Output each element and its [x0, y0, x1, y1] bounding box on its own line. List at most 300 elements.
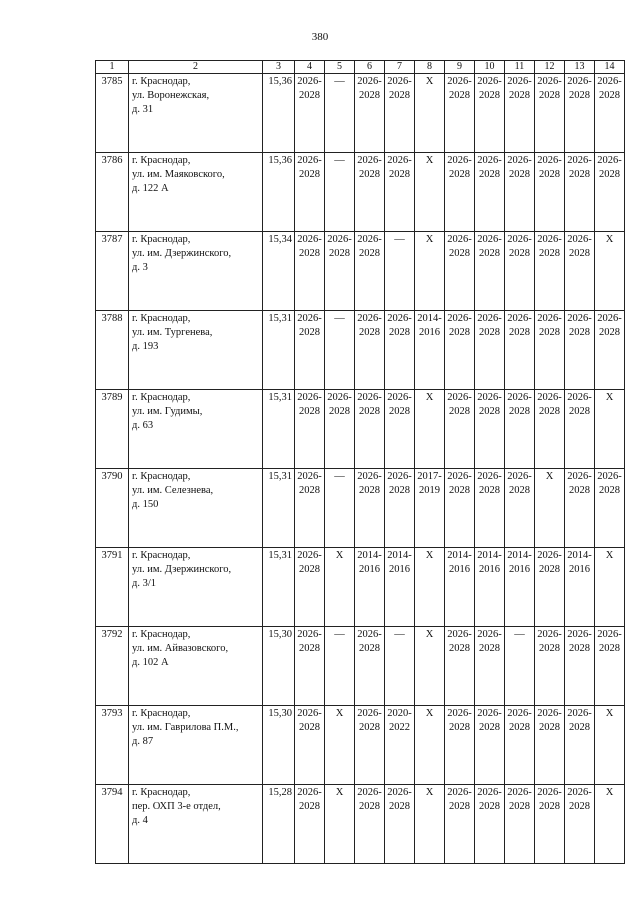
- period-cell: [355, 232, 385, 311]
- period-line: 2026-: [387, 155, 412, 166]
- period-line: 2028: [599, 327, 620, 338]
- table-body: [96, 61, 625, 864]
- period-line: 2026-: [447, 155, 472, 166]
- period-cell: [565, 627, 595, 706]
- period-line: 2026-: [447, 471, 472, 482]
- period-line: Х: [425, 234, 434, 245]
- period-line: 2026-: [477, 234, 502, 245]
- period-cell: [355, 153, 385, 232]
- row-number-cell: 3786: [96, 153, 129, 232]
- period-line: 2026-: [297, 76, 322, 87]
- period-cell: [475, 74, 505, 153]
- column-number-cell: 6: [355, 61, 385, 74]
- period-line: 2026-: [567, 234, 592, 245]
- table-row: [96, 785, 625, 864]
- area-cell: 15,36: [263, 74, 295, 153]
- address-cell: [129, 548, 263, 627]
- period-line: 2028: [449, 406, 470, 417]
- period-line: Х: [425, 155, 434, 166]
- column-number-cell: 14: [595, 61, 625, 74]
- period-cell: [595, 311, 625, 390]
- period-line: 2028: [449, 722, 470, 733]
- address-line: пер. ОХП 3-е отдел,: [132, 801, 221, 812]
- period-line: 2028: [449, 327, 470, 338]
- period-cell: [535, 785, 565, 864]
- period-cell: [565, 706, 595, 785]
- address-line: д. 4: [132, 815, 148, 826]
- column-number-cell: 5: [325, 61, 355, 74]
- column-number-cell: 7: [385, 61, 415, 74]
- period-line: Х: [425, 708, 434, 719]
- period-line: 2026-: [477, 155, 502, 166]
- period-cell: [595, 627, 625, 706]
- period-line: 2026-: [567, 313, 592, 324]
- row-number-cell: 3793: [96, 706, 129, 785]
- period-line: 2016: [569, 564, 590, 575]
- period-line: 2026-: [327, 234, 352, 245]
- table-row: [96, 311, 625, 390]
- period-line: 2028: [479, 327, 500, 338]
- table-row: [96, 74, 625, 153]
- period-line: 2028: [569, 327, 590, 338]
- period-line: 2022: [389, 722, 410, 733]
- period-line: 2026-: [297, 471, 322, 482]
- period-line: 2026-: [387, 313, 412, 324]
- period-line: 2028: [359, 643, 380, 654]
- period-line: 2026-: [357, 471, 382, 482]
- period-line: 2028: [359, 801, 380, 812]
- period-line: 2028: [569, 406, 590, 417]
- period-line: 2028: [359, 485, 380, 496]
- column-number-cell: 2: [129, 61, 263, 74]
- period-line: 2026-: [567, 629, 592, 640]
- period-line: 2014-: [477, 550, 502, 561]
- period-line: 2026-: [537, 787, 562, 798]
- address-line: г. Краснодар,: [132, 313, 191, 324]
- period-cell: [385, 706, 415, 785]
- period-cell: [475, 548, 505, 627]
- period-cell: [475, 469, 505, 548]
- period-line: 2028: [539, 722, 560, 733]
- row-number-cell: 3785: [96, 74, 129, 153]
- header-row: [96, 61, 625, 74]
- period-line: 2026-: [387, 392, 412, 403]
- address-cell: [129, 469, 263, 548]
- period-line: 2026-: [477, 471, 502, 482]
- period-cell: [385, 548, 415, 627]
- period-line: 2028: [299, 248, 320, 259]
- period-line: 2016: [509, 564, 530, 575]
- period-cell: [595, 548, 625, 627]
- period-line: 2028: [599, 169, 620, 180]
- row-number-cell: 3790: [96, 469, 129, 548]
- period-cell: [415, 469, 445, 548]
- period-cell: [445, 390, 475, 469]
- period-line: Х: [335, 708, 344, 719]
- period-cell: [325, 469, 355, 548]
- table-row: [96, 706, 625, 785]
- period-line: 2026-: [387, 76, 412, 87]
- period-cell: [415, 706, 445, 785]
- period-line: 2026-: [447, 629, 472, 640]
- period-line: 2028: [449, 801, 470, 812]
- period-line: 2026-: [447, 787, 472, 798]
- period-cell: [445, 469, 475, 548]
- period-line: 2026-: [357, 787, 382, 798]
- table-row: [96, 390, 625, 469]
- area-cell: 15,31: [263, 548, 295, 627]
- period-cell: [535, 706, 565, 785]
- address-line: д. 63: [132, 420, 154, 431]
- period-line: 2016: [419, 327, 440, 338]
- period-cell: [535, 311, 565, 390]
- period-cell: [505, 627, 535, 706]
- period-cell: [475, 706, 505, 785]
- area-cell: 15,30: [263, 706, 295, 785]
- period-line: 2028: [569, 90, 590, 101]
- period-line: Х: [425, 550, 434, 561]
- period-line: —: [334, 629, 345, 640]
- period-cell: [505, 153, 535, 232]
- period-cell: [505, 706, 535, 785]
- period-cell: [535, 390, 565, 469]
- address-line: ул. им. Гаврилова П.М.,: [132, 722, 239, 733]
- period-line: 2028: [509, 327, 530, 338]
- period-cell: [385, 469, 415, 548]
- period-cell: [355, 74, 385, 153]
- address-line: д. 102 А: [132, 657, 169, 668]
- period-line: 2026-: [357, 708, 382, 719]
- period-cell: [445, 74, 475, 153]
- period-cell: [505, 232, 535, 311]
- period-cell: [415, 390, 445, 469]
- period-line: 2028: [479, 169, 500, 180]
- period-cell: [565, 390, 595, 469]
- period-line: 2014-: [417, 313, 442, 324]
- period-line: —: [334, 76, 345, 87]
- period-line: 2026-: [447, 76, 472, 87]
- address-line: ул. им. Селезнева,: [132, 485, 214, 496]
- period-line: Х: [425, 392, 434, 403]
- period-cell: [355, 706, 385, 785]
- period-cell: [385, 627, 415, 706]
- period-cell: [475, 153, 505, 232]
- period-line: 2026-: [447, 234, 472, 245]
- period-line: 2014-: [567, 550, 592, 561]
- period-cell: [355, 548, 385, 627]
- period-line: 2028: [449, 643, 470, 654]
- period-cell: [355, 785, 385, 864]
- period-line: 2028: [449, 485, 470, 496]
- address-line: ул. им. Маяковского,: [132, 169, 225, 180]
- address-cell: [129, 311, 263, 390]
- period-line: 2028: [479, 801, 500, 812]
- period-line: 2026-: [357, 234, 382, 245]
- period-line: 2019: [419, 485, 440, 496]
- period-line: 2016: [389, 564, 410, 575]
- column-number-cell: 12: [535, 61, 565, 74]
- period-cell: [445, 785, 475, 864]
- row-number-cell: 3792: [96, 627, 129, 706]
- period-cell: [445, 548, 475, 627]
- period-line: 2028: [389, 327, 410, 338]
- address-line: ул. им. Гудимы,: [132, 406, 203, 417]
- period-line: —: [334, 155, 345, 166]
- column-number-cell: 10: [475, 61, 505, 74]
- period-cell: [355, 627, 385, 706]
- period-line: 2028: [509, 801, 530, 812]
- period-cell: [415, 153, 445, 232]
- period-line: 2028: [569, 485, 590, 496]
- period-line: 2026-: [537, 313, 562, 324]
- period-cell: [505, 74, 535, 153]
- period-line: 2028: [569, 248, 590, 259]
- period-cell: [565, 311, 595, 390]
- period-line: 2026-: [537, 550, 562, 561]
- period-line: 2026-: [597, 471, 622, 482]
- period-line: 2028: [389, 406, 410, 417]
- period-line: 2028: [359, 722, 380, 733]
- period-cell: [505, 311, 535, 390]
- period-line: 2026-: [597, 629, 622, 640]
- period-line: Х: [425, 76, 434, 87]
- address-cell: [129, 706, 263, 785]
- period-line: 2026-: [447, 708, 472, 719]
- column-number-cell: 8: [415, 61, 445, 74]
- period-line: Х: [425, 787, 434, 798]
- period-line: 2028: [479, 722, 500, 733]
- period-line: 2028: [479, 485, 500, 496]
- period-cell: [325, 311, 355, 390]
- period-cell: [325, 548, 355, 627]
- period-line: 2028: [449, 248, 470, 259]
- period-line: 2028: [509, 169, 530, 180]
- area-cell: 15,36: [263, 153, 295, 232]
- address-line: ул. им. Айвазовского,: [132, 643, 229, 654]
- period-line: —: [334, 313, 345, 324]
- period-line: 2026-: [537, 234, 562, 245]
- period-line: 2026-: [477, 392, 502, 403]
- period-cell: [385, 232, 415, 311]
- period-line: 2028: [359, 169, 380, 180]
- period-line: 2028: [449, 169, 470, 180]
- period-line: 2016: [359, 564, 380, 575]
- period-line: 2028: [539, 406, 560, 417]
- period-line: Х: [605, 392, 614, 403]
- row-number-cell: 3789: [96, 390, 129, 469]
- period-line: 2028: [389, 801, 410, 812]
- period-line: 2028: [509, 722, 530, 733]
- period-cell: [475, 785, 505, 864]
- period-line: 2014-: [447, 550, 472, 561]
- period-line: 2028: [539, 801, 560, 812]
- period-cell: [325, 232, 355, 311]
- period-line: Х: [605, 787, 614, 798]
- period-line: 2028: [509, 406, 530, 417]
- period-cell: [325, 390, 355, 469]
- period-line: 2026-: [537, 76, 562, 87]
- area-cell: 15,31: [263, 311, 295, 390]
- period-cell: [385, 153, 415, 232]
- area-cell: 15,30: [263, 627, 295, 706]
- period-cell: [445, 311, 475, 390]
- period-line: 2014-: [357, 550, 382, 561]
- address-line: г. Краснодар,: [132, 629, 191, 640]
- address-line: д. 3: [132, 262, 148, 273]
- period-line: 2026-: [357, 629, 382, 640]
- period-line: Х: [335, 787, 344, 798]
- period-line: 2028: [299, 643, 320, 654]
- period-cell: [295, 311, 325, 390]
- period-line: 2028: [599, 90, 620, 101]
- period-line: 2020-: [387, 708, 412, 719]
- period-cell: [295, 232, 325, 311]
- period-line: 2028: [539, 643, 560, 654]
- period-cell: [565, 469, 595, 548]
- period-line: 2028: [539, 248, 560, 259]
- address-cell: [129, 627, 263, 706]
- address-line: г. Краснодар,: [132, 787, 191, 798]
- period-cell: [445, 153, 475, 232]
- period-cell: [295, 390, 325, 469]
- period-line: 2028: [479, 248, 500, 259]
- period-line: 2028: [539, 169, 560, 180]
- table-row: [96, 548, 625, 627]
- period-line: 2014-: [507, 550, 532, 561]
- period-line: 2026-: [597, 155, 622, 166]
- period-line: Х: [605, 234, 614, 245]
- period-cell: [595, 785, 625, 864]
- period-line: 2026-: [507, 471, 532, 482]
- period-line: 2028: [389, 169, 410, 180]
- period-cell: [535, 469, 565, 548]
- period-line: 2028: [509, 485, 530, 496]
- period-line: Х: [545, 471, 554, 482]
- row-number-cell: 3787: [96, 232, 129, 311]
- period-cell: [595, 153, 625, 232]
- period-cell: [415, 311, 445, 390]
- period-line: 2028: [389, 90, 410, 101]
- address-line: д. 87: [132, 736, 154, 747]
- period-line: 2026-: [507, 392, 532, 403]
- period-line: 2026-: [477, 629, 502, 640]
- period-line: 2026-: [507, 708, 532, 719]
- period-cell: [535, 627, 565, 706]
- period-cell: [385, 390, 415, 469]
- address-line: г. Краснодар,: [132, 76, 191, 87]
- address-line: г. Краснодар,: [132, 392, 191, 403]
- period-line: 2026-: [567, 76, 592, 87]
- period-cell: [445, 627, 475, 706]
- period-line: 2026-: [567, 787, 592, 798]
- row-number-cell: 3791: [96, 548, 129, 627]
- period-cell: [295, 153, 325, 232]
- period-line: 2026-: [567, 471, 592, 482]
- period-line: 2026-: [447, 392, 472, 403]
- period-cell: [445, 232, 475, 311]
- column-number-cell: 13: [565, 61, 595, 74]
- period-cell: [325, 785, 355, 864]
- period-line: 2026-: [477, 708, 502, 719]
- area-cell: 15,34: [263, 232, 295, 311]
- address-line: г. Краснодар,: [132, 471, 191, 482]
- period-line: —: [394, 234, 405, 245]
- period-cell: [595, 469, 625, 548]
- period-line: 2026-: [507, 155, 532, 166]
- period-cell: [325, 627, 355, 706]
- period-line: 2028: [299, 801, 320, 812]
- period-cell: [565, 232, 595, 311]
- period-cell: [595, 390, 625, 469]
- period-line: 2026-: [297, 708, 322, 719]
- period-cell: [355, 469, 385, 548]
- period-cell: [595, 74, 625, 153]
- period-line: 2028: [359, 248, 380, 259]
- table-row: [96, 627, 625, 706]
- column-number-cell: 3: [263, 61, 295, 74]
- period-cell: [355, 311, 385, 390]
- period-line: 2026-: [567, 708, 592, 719]
- period-cell: [325, 74, 355, 153]
- period-cell: [565, 785, 595, 864]
- period-line: 2026-: [537, 392, 562, 403]
- period-line: 2017-: [417, 471, 442, 482]
- period-cell: [385, 311, 415, 390]
- address-line: д. 3/1: [132, 578, 157, 589]
- period-cell: [325, 153, 355, 232]
- area-cell: 15,31: [263, 469, 295, 548]
- period-line: 2026-: [537, 708, 562, 719]
- address-line: д. 122 А: [132, 183, 169, 194]
- period-line: 2028: [299, 564, 320, 575]
- period-line: 2028: [539, 90, 560, 101]
- column-number-cell: 11: [505, 61, 535, 74]
- period-line: 2028: [299, 485, 320, 496]
- period-cell: [415, 74, 445, 153]
- period-cell: [295, 548, 325, 627]
- period-line: 2026-: [297, 629, 322, 640]
- period-line: 2026-: [297, 392, 322, 403]
- period-line: 2026-: [447, 313, 472, 324]
- row-number-cell: 3794: [96, 785, 129, 864]
- period-cell: [505, 469, 535, 548]
- address-line: д. 193: [132, 341, 159, 352]
- period-cell: [505, 785, 535, 864]
- period-line: 2026-: [477, 313, 502, 324]
- period-line: 2026-: [507, 234, 532, 245]
- address-cell: [129, 232, 263, 311]
- period-cell: [385, 785, 415, 864]
- address-line: д. 150: [132, 499, 159, 510]
- period-cell: [535, 74, 565, 153]
- address-line: д. 31: [132, 104, 154, 115]
- period-cell: [505, 548, 535, 627]
- period-line: 2028: [599, 485, 620, 496]
- period-line: 2016: [479, 564, 500, 575]
- period-line: 2028: [569, 169, 590, 180]
- period-line: 2026-: [357, 392, 382, 403]
- period-line: 2026-: [387, 787, 412, 798]
- address-cell: [129, 74, 263, 153]
- period-line: —: [514, 629, 525, 640]
- period-cell: [565, 74, 595, 153]
- period-line: 2028: [329, 406, 350, 417]
- period-cell: [385, 74, 415, 153]
- period-cell: [535, 232, 565, 311]
- period-line: 2028: [539, 564, 560, 575]
- column-number-cell: 1: [96, 61, 129, 74]
- period-cell: [415, 627, 445, 706]
